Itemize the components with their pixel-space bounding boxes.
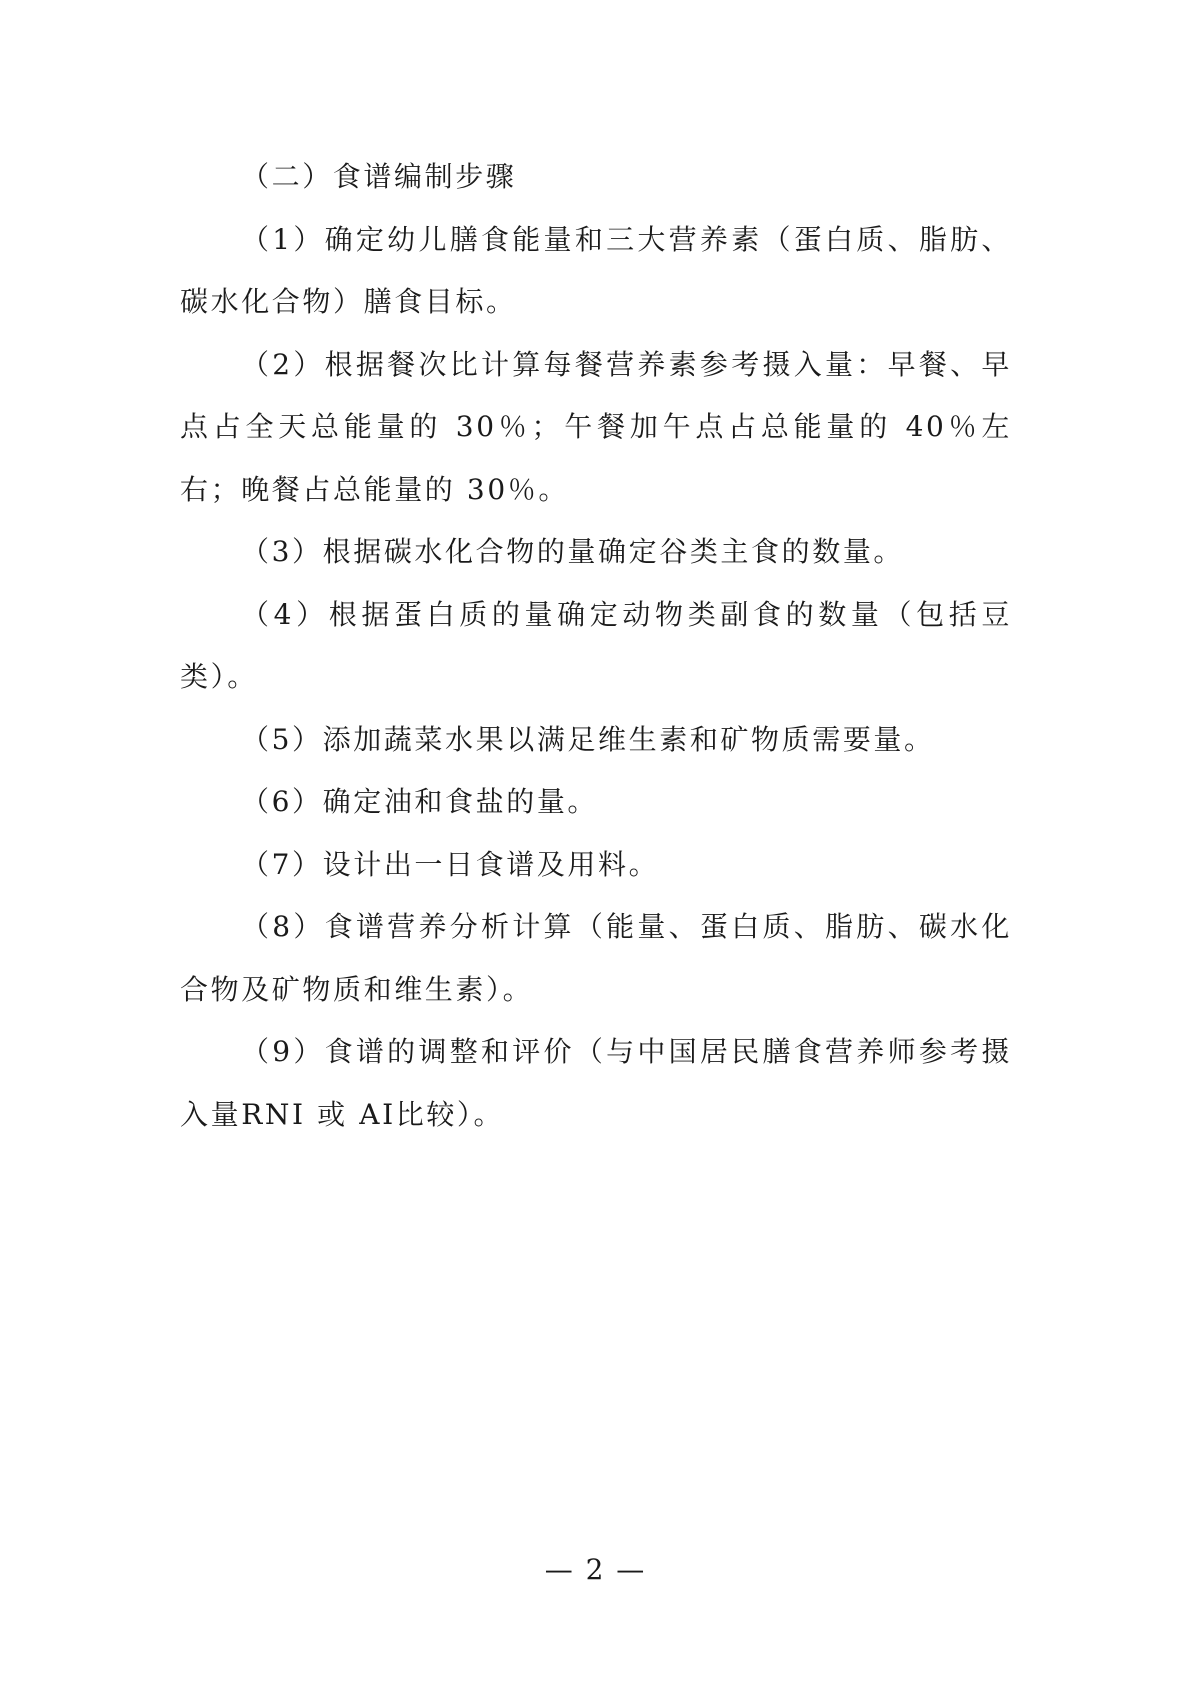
section-heading: （二）食谱编制步骤 [241,160,517,193]
step-4-paragraph: （4）根据蛋白质的量确定动物类副食的数量（包括豆类）。 [180,597,1012,693]
document-body [180,146,1012,1146]
step-9-paragraph: （9）食谱的调整和评价（与中国居民膳食营养师参考摄入量RNI 或 AI比较）。 [180,1035,1012,1131]
step-8-paragraph: （8）食谱营养分析计算（能量、蛋白质、脂肪、碳水化合物及矿物质和维生素）。 [180,910,1012,1006]
step-3-paragraph: （3）根据碳水化合物的量确定谷类主食的数量。 [241,535,905,568]
step-6-paragraph: （6）确定油和食盐的量。 [241,785,599,818]
step-7-paragraph: （7）设计出一日食谱及用料。 [241,847,660,881]
step-5-paragraph: （5）添加蔬菜水果以满足维生素和矿物质需要量。 [241,722,935,756]
page-number: — 2 — [544,1553,647,1586]
step-2-paragraph: （2）根据餐次比计算每餐营养素参考摄入量：早餐、早点占全天总能量的 30％；午餐加午点占总能量的 40％左右；晚餐占总能量的 30％。 [180,347,1012,506]
step-1-paragraph: （1）确定幼儿膳食能量和三大营养素（蛋白质、脂肪、碳水化合物）膳食目标。 [180,222,1012,318]
